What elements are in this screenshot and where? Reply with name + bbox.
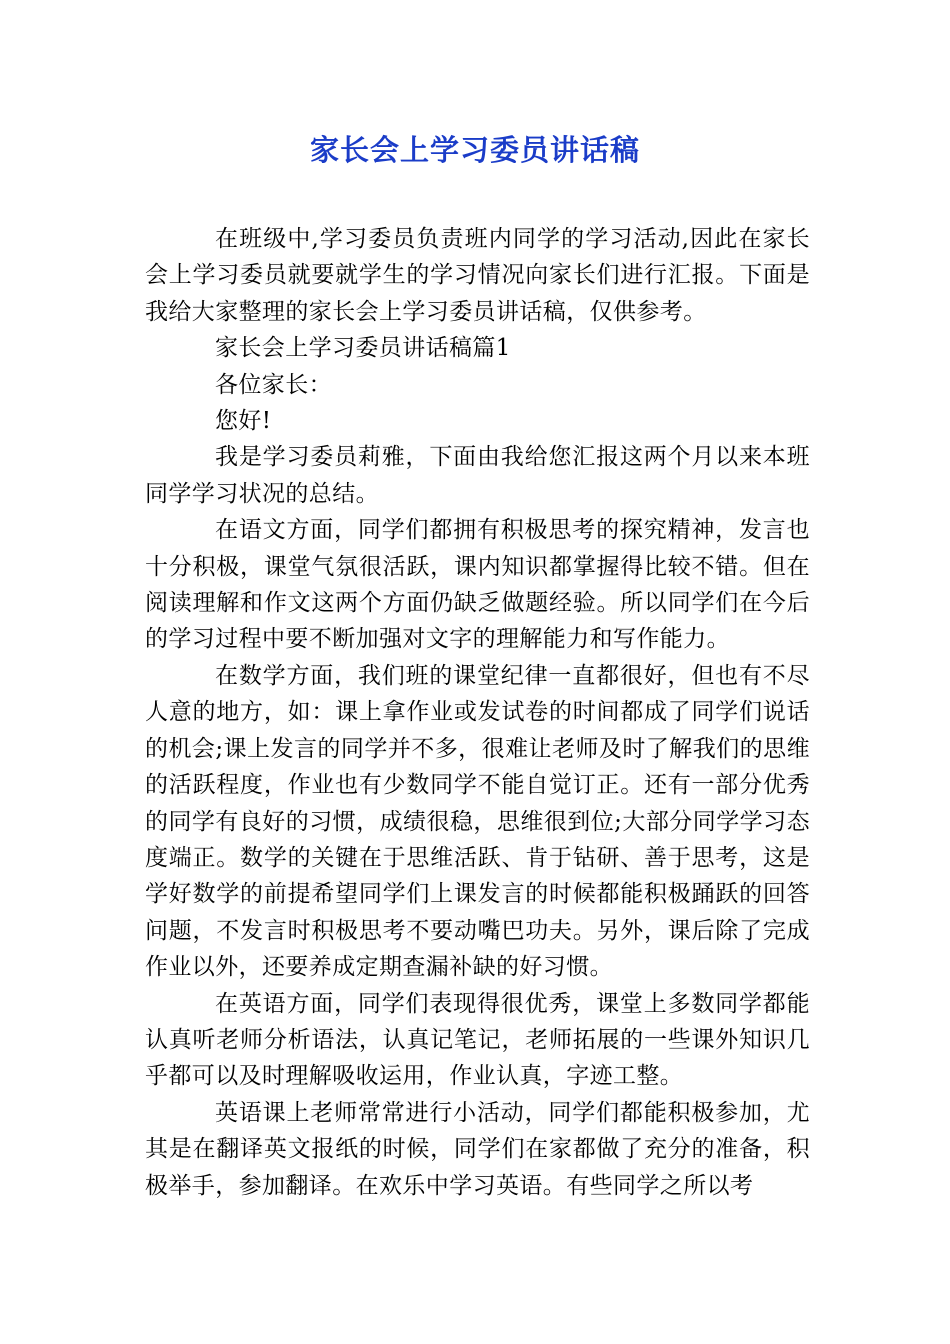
paragraph-math: 在数学方面，我们班的课堂纪律一直都很好，但也有不尽人意的地方，如：课上拿作业或发试卷的时间都成了同学们说话的机会;课上发言的同学并不多，很难让老师及时了解我们的思维的活跃程度，作业也有少数同学不能自觉订正。还有一部分优秀的同学有良好的习惯，成绩很稳，思维很到位;大部分同学学习态度端正。数学的关键在于思维活跃、肯于钻研、善于思考，这是学好数学的前提希望同学们上课发言的时候都能积极踊跃的回答问题，不发言时积极思考不要动嘴巴功夫。另外，课后除了完成作业以外，还要养成定期查漏补缺的好习惯。 [145, 662, 810, 981]
paragraph-salutation: 各位家长： [215, 371, 332, 398]
paragraph-english-activities: 英语课上老师常常进行小活动，同学们都能积极参加，尤其是在翻译英文报纸的时候，同学们在家都做了充分的准备，积极举手，参加翻译。在欢乐中学习英语。有些同学之所以考 [145, 1099, 810, 1199]
paragraph-english: 在英语方面，同学们表现得很优秀，课堂上多数同学都能认真听老师分析语法，认真记笔记，老师拓展的一些课外知识几乎都可以及时理解吸收运用，作业认真，字迹工整。 [145, 990, 810, 1090]
paragraph-greeting: 您好! [215, 408, 272, 435]
paragraph-section-heading: 家长会上学习委员讲话稿篇1 [215, 335, 511, 362]
paragraph-chinese: 在语文方面，同学们都拥有积极思考的探究精神，发言也十分积极，课堂气氛很活跃，课内知识都掌握得比较不错。但在阅读理解和作文这两个方面仍缺乏做题经验。所以同学们在今后的学习过程中要不断加强对文字的理解能力和写作能力。 [145, 517, 810, 653]
paragraph-self-intro: 我是学习委员莉雅，下面由我给您汇报这两个月以来本班同学学习状况的总结。 [145, 444, 810, 507]
paragraph-intro: 在班级中,学习委员负责班内同学的学习活动,因此在家长会上学习委员就要就学生的学习情况向家长们进行汇报。下面是我给大家整理的家长会上学习委员讲话稿，仅供参考。 [145, 226, 810, 325]
document-title: 家长会上学习委员讲话稿 [309, 133, 640, 167]
document-body [145, 221, 810, 1204]
